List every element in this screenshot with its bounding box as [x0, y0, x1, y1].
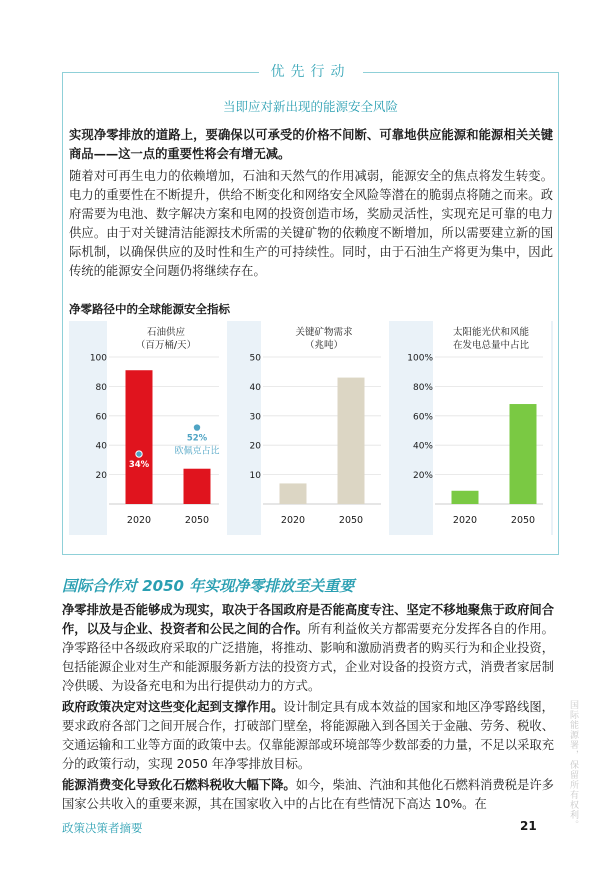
bar: [338, 378, 365, 504]
chart-panel: [69, 321, 553, 535]
y-tick-label: 40%: [412, 441, 433, 452]
section-heading: 国际合作对 2050 年实现净零排放至关重要: [62, 577, 355, 595]
y-tick-label: 60%: [412, 412, 433, 423]
bar: [280, 483, 307, 504]
section-paragraph-3: 能源消费变化导致化石燃料税收大幅下降。如今，柴油、汽油和其他化石燃料消费税是许多国家公共收入的重要来源，其在国家收入中的占比在有些情况下高达 10%。在: [62, 778, 554, 811]
chart-title: 关键矿物需求: [295, 327, 353, 338]
bar: [126, 370, 153, 504]
section-paragraph-1: 净零排放是否能够成为现实，取决于各国政府是否能高度专注、坚定不移地聚焦于政府间合作，以及与企业、投资者和公民之间的合作。所有利益攸关方都需要充分发挥各自的作用。净零路径中各级政府采取的广泛措施，将推动、影响和激励消费者的购买行为和企业投资，包括能源企业对生产和能源服务新方法的投资方式，企业对设备的投资方式，消费者家居制冷供暖、为设备充电和为出行提供动力的方式。: [62, 603, 554, 693]
y-tick-label: 40: [95, 441, 107, 452]
opec-share-point: [194, 424, 200, 430]
box-body: 随着对可再生电力的依赖增加，石油和天然气的作用减弱，能源安全的焦点将发生转变。电力的重要性在不断提升，供给不断变化和网络安全风险等潜在的脆弱点将随之而来。政府需要为电池、数字解决方案和电网的投资创造市场，奖励灵活性，实现充足可靠的电力供应。由于对关键清洁能源技术所需的关键矿物的依赖度不断增加，所以需要建立新的国际机制，以确保供应的及时性和生产的可持续性。同时，由于石油生产将更为集中，因此传统的能源安全问题仍将继续存在。: [69, 169, 553, 278]
y-tick-label: 60: [95, 412, 107, 423]
y-tick-label: 20: [249, 441, 261, 452]
copyright-side-text: 国际能源署，保留所有权利。: [568, 700, 578, 830]
y-tick-label: 100: [89, 353, 107, 364]
opec-share-point: [136, 451, 142, 457]
opec-share-legend: 欧佩克占比: [174, 446, 220, 457]
opec-share-label: 52%: [186, 433, 208, 444]
x-tick-label: 2050: [510, 515, 536, 526]
page-number: 21: [520, 819, 537, 833]
bar: [510, 404, 537, 504]
y-tick-label: 80%: [412, 382, 433, 393]
box-title: 优先行动: [63, 61, 558, 81]
chart-subtitle: 在发电总量中占比: [452, 340, 530, 351]
y-tick-label: 40: [249, 382, 261, 393]
y-tick-label: 80: [95, 382, 107, 393]
x-tick-label: 2020: [452, 515, 478, 526]
charts-svg: [69, 321, 553, 535]
y-tick-label: 10: [249, 471, 261, 482]
chart-subtitle: （兆吨）: [304, 340, 344, 351]
y-tick-label: 50: [249, 353, 261, 364]
y-tick-label: 20%: [412, 471, 433, 482]
chart-title: 太阳能光伏和风能: [452, 327, 530, 338]
x-tick-label: 2020: [280, 515, 306, 526]
bar: [452, 491, 479, 504]
footer-title: 政策决策者摘要: [62, 821, 143, 835]
bar: [184, 469, 211, 504]
y-tick-label: 20: [95, 471, 107, 482]
chart-heading: 净零路径中的全球能源安全指标: [69, 302, 230, 316]
y-tick-label: 100%: [407, 353, 433, 364]
x-tick-label: 2050: [338, 515, 364, 526]
x-tick-label: 2050: [184, 515, 210, 526]
box-subtitle: 当即应对新出现的能源安全风险: [222, 99, 398, 114]
y-tick-label: 30: [249, 412, 261, 423]
x-tick-label: 2020: [126, 515, 152, 526]
section-paragraph-2: 政府政策决定对这些变化起到支撑作用。设计制定具有成本效益的国家和地区净零路线图，要求政府各部门之间开展合作，打破部门壁垒，将能源融入到各国关于金融、劳务、税收、交通运输和工业等方面的政策中去。仅靠能源部或环境部等少数部委的力量，不足以采取充分的政策行动，实现 2050 年净零排放目标。: [62, 700, 554, 771]
priority-action-box: [62, 64, 559, 555]
opec-share-label: 34%: [128, 460, 150, 471]
chart-title: 石油供应: [146, 327, 186, 338]
box-lead: 实现净零排放的道路上，要确保以可承受的价格不间断、可靠地供应能源和能源相关关键商品——这一点的重要性将会有增无减。: [69, 128, 553, 161]
chart-subtitle: （百万桶/天）: [135, 340, 197, 351]
